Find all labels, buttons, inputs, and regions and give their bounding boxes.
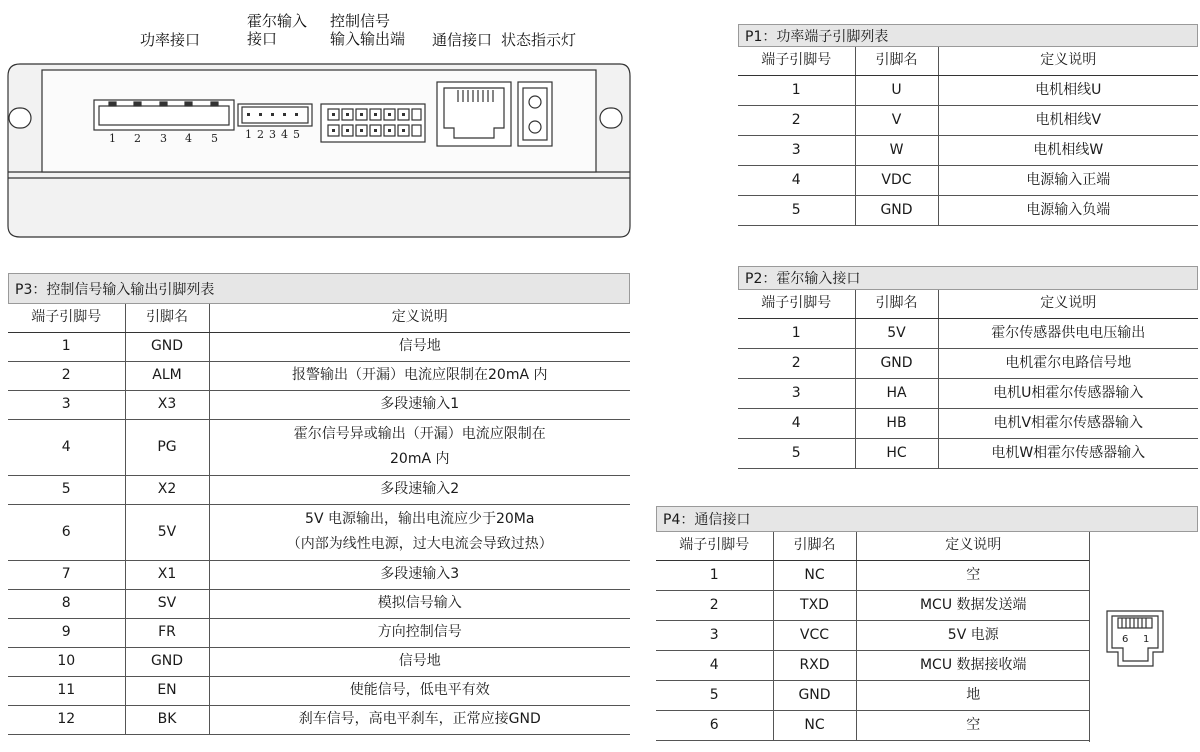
p2-name-cell: HA (855, 378, 938, 408)
p3-name-cell: FR (125, 618, 209, 647)
p3-row (8, 560, 630, 589)
p3-name-cell: GND (125, 647, 209, 676)
p4-name-cell: RXD (773, 650, 856, 680)
p4-name-cell: GND (773, 680, 856, 710)
p3-pin-cell: 11 (8, 676, 125, 705)
p3-row (8, 475, 630, 504)
p1-row (738, 165, 1198, 195)
p3-pin-cell: 10 (8, 647, 125, 676)
p2-header-name: 引脚名 (855, 290, 938, 318)
label-control-port-line2: 输入输出端 (330, 30, 406, 48)
label-power-port: 功率接口 (140, 31, 201, 49)
p1-name-cell: W (855, 135, 938, 165)
p3-pin-cell: 9 (8, 618, 125, 647)
p4-pin-cell: 2 (656, 590, 773, 620)
p2-pin-label: 2 (257, 128, 264, 141)
p3-desc-cell (209, 504, 630, 560)
p1-header-desc: 定义说明 (938, 47, 1198, 75)
p1-table (738, 24, 1198, 226)
p1-pin-cell: 1 (738, 75, 855, 105)
p2-desc-cell: 电机V相霍尔传感器输入 (938, 408, 1198, 438)
p4-desc-cell: MCU 数据发送端 (856, 590, 1090, 620)
label-status-led: 状态指示灯 (501, 31, 577, 49)
p1-row (738, 195, 1198, 225)
p4-table-title: P4：通信接口 (656, 506, 1198, 532)
p3-desc-cell (209, 419, 630, 475)
p4-table-right-border (1089, 532, 1090, 742)
label-hall-port-line2: 接口 (247, 30, 278, 48)
p2-row (738, 318, 1198, 348)
p4-row (656, 680, 1090, 710)
p4-name-cell: TXD (773, 590, 856, 620)
p3-header-pin: 端子引脚号 (8, 304, 125, 332)
p3-desc-cell: 方向控制信号 (209, 618, 630, 647)
p3-row (8, 361, 630, 390)
p4-pin-cell: 1 (656, 560, 773, 590)
p2-table (738, 266, 1198, 469)
p1-table-title: P1：功率端子引脚列表 (738, 24, 1198, 47)
p1-pin-cell: 4 (738, 165, 855, 195)
p3-name-cell: GND (125, 332, 209, 361)
p3-pin-cell: 3 (8, 390, 125, 419)
p2-desc-cell: 电机霍尔电路信号地 (938, 348, 1198, 378)
p3-pin-cell: 2 (8, 361, 125, 390)
p2-row (738, 438, 1198, 468)
p3-row (8, 647, 630, 676)
p2-row (738, 378, 1198, 408)
rj-pin-label-6: 6 (1122, 634, 1129, 645)
p4-desc-cell: 地 (856, 680, 1090, 710)
p4-name-cell: NC (773, 710, 856, 740)
p1-pin-label: 3 (160, 132, 167, 145)
p1-pin-cell: 2 (738, 105, 855, 135)
p2-pin-label: 3 (269, 128, 276, 141)
p3-pin-cell: 6 (8, 504, 125, 560)
p4-pin-cell: 6 (656, 710, 773, 740)
p4-name-cell: NC (773, 560, 856, 590)
p3-name-cell: X2 (125, 475, 209, 504)
p2-name-cell: GND (855, 348, 938, 378)
p1-name-cell: VDC (855, 165, 938, 195)
p2-row (738, 348, 1198, 378)
p4-desc-cell: 5V 电源 (856, 620, 1090, 650)
p3-desc-cell: 使能信号，低电平有效 (209, 676, 630, 705)
rj-socket-illustration (1106, 610, 1164, 672)
p4-row (656, 620, 1090, 650)
p3-table (8, 273, 630, 735)
p3-desc-cell: 报警输出（开漏）电流应限制在20mA 内 (209, 361, 630, 390)
p4-row (656, 650, 1090, 680)
p1-desc-cell: 电机相线V (938, 105, 1198, 135)
p3-row (8, 504, 630, 560)
p1-pin-label: 2 (134, 132, 141, 145)
label-hall-port-line1: 霍尔输入 (247, 12, 308, 30)
p1-name-cell: V (855, 105, 938, 135)
p3-desc-line2: 20mA 内 (390, 451, 450, 467)
p4-header-desc: 定义说明 (856, 532, 1090, 560)
p1-desc-cell: 电源输入负端 (938, 195, 1198, 225)
p3-desc-line2: （内部为线性电源，过大电流会导致过热） (286, 536, 553, 552)
p3-desc-cell: 多段速输入3 (209, 560, 630, 589)
p3-row (8, 705, 630, 734)
p4-desc-cell: MCU 数据接收端 (856, 650, 1090, 680)
label-control-port-line1: 控制信号 (330, 12, 391, 30)
p3-pin-cell: 8 (8, 589, 125, 618)
p2-desc-cell: 电机W相霍尔传感器输入 (938, 438, 1198, 468)
p4-pin-cell: 4 (656, 650, 773, 680)
p1-name-cell: U (855, 75, 938, 105)
p1-row (738, 75, 1198, 105)
p3-pin-cell: 5 (8, 475, 125, 504)
p3-desc-cell: 信号地 (209, 332, 630, 361)
p1-header-pin: 端子引脚号 (738, 47, 855, 75)
p1-pin-label: 1 (109, 132, 116, 145)
p3-name-cell: X3 (125, 390, 209, 419)
p3-pin-cell: 7 (8, 560, 125, 589)
p3-name-cell: X1 (125, 560, 209, 589)
p2-pin-cell: 4 (738, 408, 855, 438)
p2-pin-label: 5 (293, 128, 300, 141)
p3-row (8, 419, 630, 475)
driver-device-drawing (0, 0, 640, 250)
p1-pin-label: 4 (185, 132, 192, 145)
p4-row (656, 590, 1090, 620)
p3-header-desc: 定义说明 (209, 304, 630, 332)
p3-name-cell: BK (125, 705, 209, 734)
p3-desc-cell: 信号地 (209, 647, 630, 676)
p1-desc-cell: 电机相线W (938, 135, 1198, 165)
p1-pin-label: 5 (211, 132, 218, 145)
p3-desc-line1: 5V 电源输出，输出电流应少于20Ma (305, 511, 535, 527)
p3-row (8, 390, 630, 419)
p2-pin-cell: 1 (738, 318, 855, 348)
p2-desc-cell: 电机U相霍尔传感器输入 (938, 378, 1198, 408)
p1-desc-cell: 电源输入正端 (938, 165, 1198, 195)
p1-name-cell: GND (855, 195, 938, 225)
p1-pin-cell: 3 (738, 135, 855, 165)
p3-name-cell: PG (125, 419, 209, 475)
p2-pin-cell: 5 (738, 438, 855, 468)
p2-header-desc: 定义说明 (938, 290, 1198, 318)
p1-desc-cell: 电机相线U (938, 75, 1198, 105)
p3-desc-line1: 霍尔信号异或输出（开漏）电流应限制在 (293, 426, 546, 442)
p1-row (738, 105, 1198, 135)
p4-header-name: 引脚名 (773, 532, 856, 560)
p2-pin-cell: 2 (738, 348, 855, 378)
p2-name-cell: 5V (855, 318, 938, 348)
p2-table-title: P2：霍尔输入接口 (738, 266, 1198, 290)
p4-header-pin: 端子引脚号 (656, 532, 773, 560)
p2-header-pin: 端子引脚号 (738, 290, 855, 318)
p3-table-title: P3：控制信号输入输出引脚列表 (8, 273, 630, 304)
p4-row (656, 560, 1090, 590)
p3-pin-cell: 4 (8, 419, 125, 475)
p3-name-cell: SV (125, 589, 209, 618)
p3-row (8, 332, 630, 361)
p4-pin-cell: 5 (656, 680, 773, 710)
p2-pin-cell: 3 (738, 378, 855, 408)
p4-row (656, 710, 1090, 740)
p4-desc-cell: 空 (856, 710, 1090, 740)
p3-desc-cell: 模拟信号输入 (209, 589, 630, 618)
p3-desc-cell: 刹车信号，高电平刹车，正常应接GND (209, 705, 630, 734)
p3-header-name: 引脚名 (125, 304, 209, 332)
p3-name-cell: 5V (125, 504, 209, 560)
p3-desc-cell: 多段速输入2 (209, 475, 630, 504)
p3-desc-cell: 多段速输入1 (209, 390, 630, 419)
p2-pin-label: 1 (245, 128, 252, 141)
p2-name-cell: HB (855, 408, 938, 438)
p4-name-cell: VCC (773, 620, 856, 650)
label-comm-port: 通信接口 (432, 31, 493, 49)
p3-row (8, 618, 630, 647)
p2-desc-cell: 霍尔传感器供电电压输出 (938, 318, 1198, 348)
p4-pin-cell: 3 (656, 620, 773, 650)
rj-pin-label-1: 1 (1143, 634, 1150, 645)
p3-pin-cell: 1 (8, 332, 125, 361)
p3-name-cell: ALM (125, 361, 209, 390)
p4-desc-cell: 空 (856, 560, 1090, 590)
p2-row (738, 408, 1198, 438)
p2-pin-label: 4 (281, 128, 288, 141)
p1-row (738, 135, 1198, 165)
p3-row (8, 676, 630, 705)
p1-header-name: 引脚名 (855, 47, 938, 75)
p3-name-cell: EN (125, 676, 209, 705)
p3-pin-cell: 12 (8, 705, 125, 734)
p3-row (8, 589, 630, 618)
p1-pin-cell: 5 (738, 195, 855, 225)
p2-name-cell: HC (855, 438, 938, 468)
